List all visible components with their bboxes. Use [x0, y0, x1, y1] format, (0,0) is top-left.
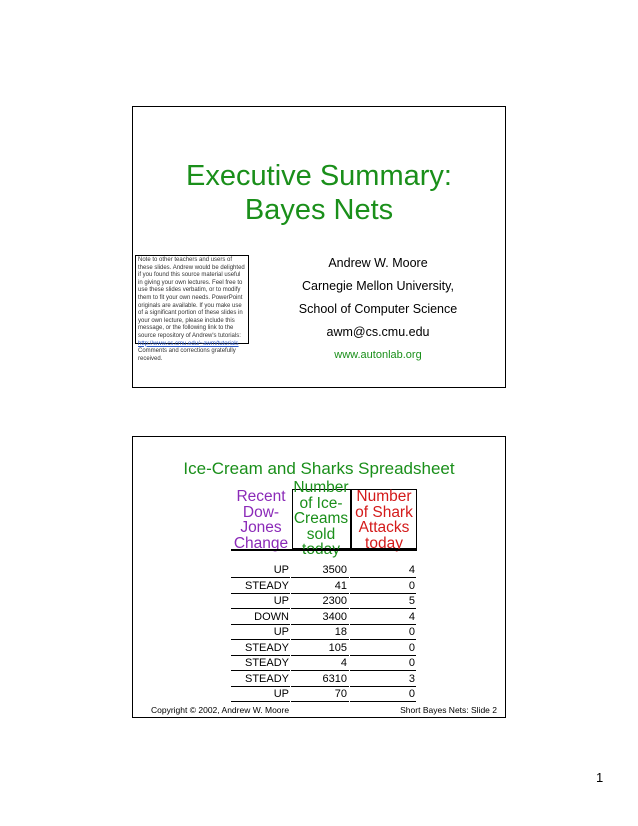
header-shark-attacks: Number of Shark Attacks today [355, 488, 413, 552]
cell-underline [231, 701, 290, 702]
note-link[interactable]: http://www.cs.cmu.edu/~awm/tutorials [138, 340, 239, 347]
cell-shark-attacks: 0 [408, 626, 415, 638]
table-row [231, 594, 417, 609]
table-row [231, 687, 417, 702]
table-row [231, 625, 417, 640]
table-row [231, 563, 417, 578]
author-email: awm@cs.cmu.edu [326, 325, 430, 339]
author-block [251, 252, 505, 366]
affiliation-1: Carnegie Mellon University, [302, 279, 454, 293]
cell-underline [291, 701, 349, 702]
slide-1 [132, 106, 506, 388]
cell-ice-creams: 18 [334, 626, 347, 638]
note-end: Comments and corrections gratefully received. [138, 348, 236, 362]
cell-ice-creams: 105 [328, 641, 347, 654]
teacher-note [135, 255, 249, 362]
slide-number-footer: Short Bayes Nets: Slide 2 [400, 705, 497, 715]
affiliation-2: School of Computer Science [298, 302, 458, 316]
cell-dow-change: DOWN [254, 610, 289, 623]
cell-shark-attacks: 3 [408, 672, 415, 685]
copyright-footer: Copyright © 2002, Andrew W. Moore [151, 705, 290, 715]
cell-dow-change: STEADY [244, 657, 289, 669]
cell-ice-creams: 70 [334, 688, 347, 700]
cell-shark-attacks: 4 [408, 610, 415, 623]
cell-dow-change: UP [273, 595, 289, 607]
cell-ice-creams: 41 [334, 579, 347, 592]
table-row [231, 656, 417, 671]
slide-2 [132, 436, 506, 718]
cell-shark-attacks: 5 [408, 595, 415, 607]
author-name: Andrew W. Moore [328, 256, 428, 270]
website-link[interactable]: www.autonlab.org [334, 349, 422, 361]
cell-underline [350, 701, 416, 702]
cell-dow-change: UP [273, 626, 289, 638]
page-number: 1 [596, 770, 604, 785]
cell-shark-attacks: 4 [408, 564, 415, 576]
table-row [231, 641, 417, 656]
cell-ice-creams: 4 [340, 657, 347, 669]
header-ice-creams: Number of Ice- Creams sold today [293, 479, 349, 558]
table-row [231, 579, 417, 594]
cell-dow-change: STEADY [244, 672, 289, 685]
cell-dow-change: STEADY [244, 579, 289, 592]
table-row [231, 672, 417, 687]
slide-2-title: Ice-Cream and Sharks Spreadsheet [183, 459, 455, 478]
cell-ice-creams: 3400 [322, 610, 347, 623]
cell-shark-attacks: 0 [408, 688, 415, 700]
cell-dow-change: UP [273, 688, 289, 700]
slide-1-title [133, 159, 505, 227]
cell-shark-attacks: 0 [408, 579, 415, 592]
cell-dow-change: STEADY [244, 641, 289, 654]
cell-ice-creams: 2300 [322, 595, 347, 607]
title-line-1: Executive Summary: [186, 160, 452, 192]
cell-dow-change: UP [273, 564, 289, 576]
note-text: Note to other teachers and users of these slides. Andrew would be delighted if you found this source material useful in giving your own lectures. Feel free to use these slides verbatim, or to modify them to fit your own needs. PowerPoint originals are available. If you make use of a significant portion of these slides in your own lecture, please include this message, or the following link to the source repository of Andrew's tutorials: [138, 257, 245, 339]
header-dow-jones: Recent Dow- Jones Change [233, 488, 289, 552]
header-divider [231, 549, 417, 551]
title-line-2: Bayes Nets [244, 194, 394, 226]
cell-shark-attacks: 0 [408, 641, 415, 654]
cell-shark-attacks: 0 [408, 657, 415, 669]
table-row [231, 610, 417, 625]
cell-ice-creams: 6310 [322, 672, 347, 685]
cell-ice-creams: 3500 [322, 564, 347, 576]
